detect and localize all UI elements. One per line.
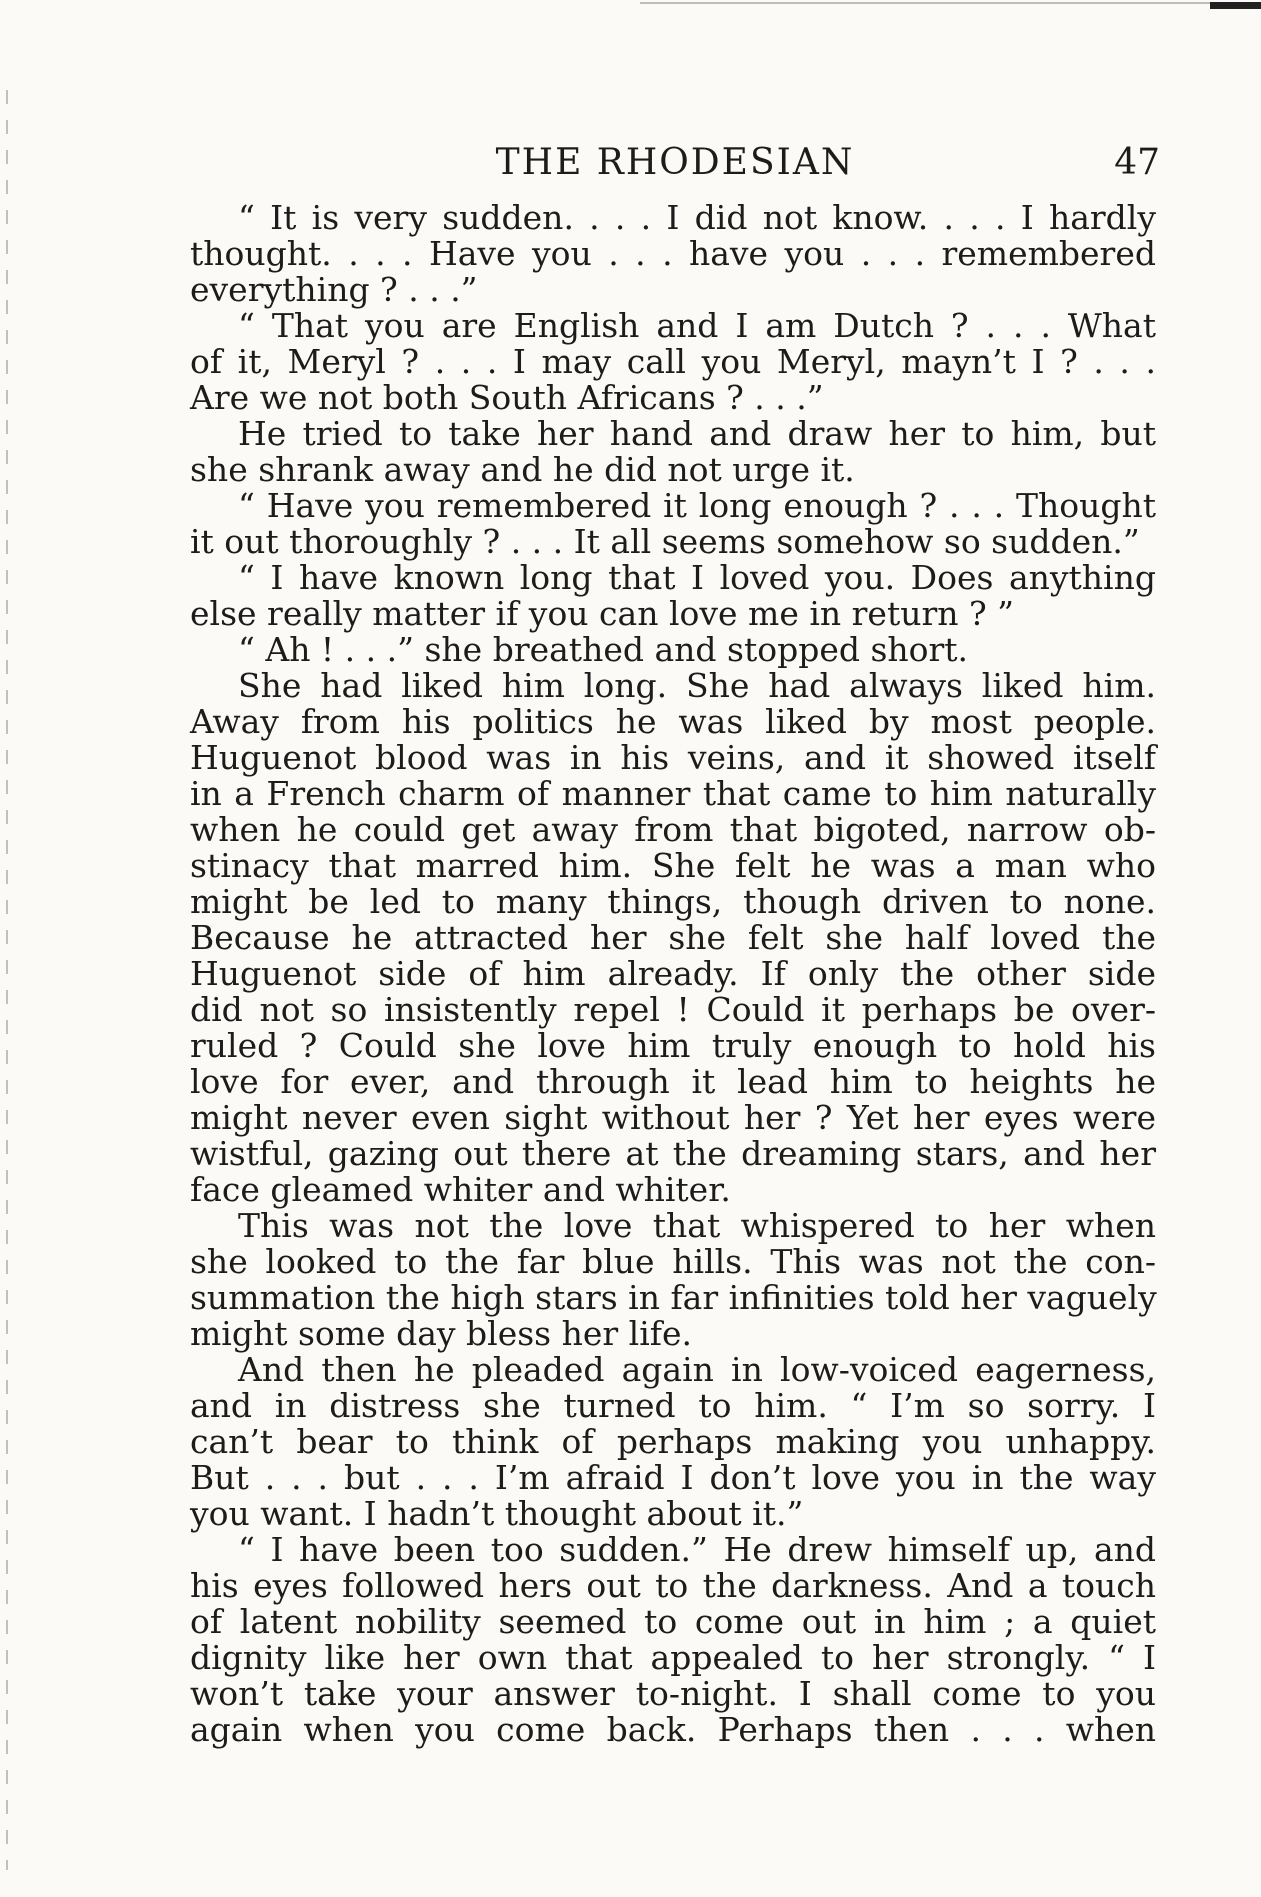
page-binding-edge xyxy=(6,90,8,1870)
text-line: ruled ? Could she love him truly enough to hold his xyxy=(190,1026,1156,1065)
text-line: might some day bless her life. xyxy=(190,1314,692,1353)
top-edge-mark xyxy=(1210,2,1261,9)
text-line: Are we not both South Africans ? . . .” xyxy=(190,378,824,417)
text-line: Because he attracted her she felt she half loved the xyxy=(190,918,1156,957)
page-number: 47 xyxy=(1114,142,1160,183)
text-line: when he could get away from that bigoted, narrow ob- xyxy=(190,810,1156,849)
text-line: she looked to the far blue hills. This was not the con- xyxy=(190,1242,1156,1281)
text-line: “ It is very sudden. . . . I did not know. . . . I hardly xyxy=(238,198,1156,237)
text-line: might never even sight without her ? Yet her eyes were xyxy=(190,1098,1156,1137)
text-line: He tried to take her hand and draw her to him, but xyxy=(238,414,1156,453)
text-line: But . . . but . . . I’m afraid I don’t love you in the way xyxy=(190,1458,1156,1497)
text-line: wistful, gazing out there at the dreaming stars, and her xyxy=(190,1134,1156,1173)
text-line: it out thoroughly ? . . . It all seems somehow so sudden.” xyxy=(190,522,1140,561)
text-line: “ I have known long that I loved you. Does anything xyxy=(238,558,1156,597)
text-line: She had liked him long. She had always liked him. xyxy=(238,666,1156,705)
text-line: might be led to many things, though driven to none. xyxy=(190,882,1156,921)
text-line: Huguenot blood was in his veins, and it showed itself xyxy=(190,738,1156,777)
text-line: summation the high stars in far infinities told her vaguely xyxy=(190,1278,1157,1317)
text-line: of it, Meryl ? . . . I may call you Meryl, mayn’t I ? . . . xyxy=(190,342,1156,381)
text-line: in a French charm of manner that came to him naturally xyxy=(190,774,1156,813)
text-line: did not so insistently repel ! Could it perhaps be over- xyxy=(190,990,1156,1029)
text-line: “ I have been too sudden.” He drew himself up, and xyxy=(238,1530,1156,1569)
text-line: This was not the love that whispered to her when xyxy=(238,1206,1156,1245)
text-line: thought. . . . Have you . . . have you . . . remembered xyxy=(190,234,1156,273)
text-line: won’t take your answer to-night. I shall come to you xyxy=(190,1674,1156,1713)
text-line: of latent nobility seemed to come out in him ; a quiet xyxy=(190,1602,1156,1641)
text-line: Away from his politics he was liked by most people. xyxy=(190,702,1156,741)
text-line: “ Have you remembered it long enough ? . . . Thought xyxy=(238,486,1156,525)
text-line: can’t bear to think of perhaps making you unhappy. xyxy=(190,1422,1156,1461)
text-line: face gleamed whiter and whiter. xyxy=(190,1170,731,1209)
page-header xyxy=(190,138,1160,188)
text-line: “ Ah ! . . .” she breathed and stopped short. xyxy=(238,630,969,669)
text-line: “ That you are English and I am Dutch ? . . . What xyxy=(238,306,1156,345)
text-line: And then he pleaded again in low-voiced eagerness, xyxy=(238,1350,1156,1389)
text-line: his eyes followed hers out to the darkness. And a touch xyxy=(190,1566,1156,1605)
body-text xyxy=(190,200,1156,1748)
text-line: love for ever, and through it lead him to heights he xyxy=(190,1062,1156,1101)
text-line: you want. I hadn’t thought about it.” xyxy=(190,1494,804,1533)
text-line: Huguenot side of him already. If only the other side xyxy=(190,954,1156,993)
text-line: she shrank away and he did not urge it. xyxy=(190,450,855,489)
text-line: again when you come back. Perhaps then . . . when xyxy=(190,1710,1156,1749)
text-line: else really matter if you can love me in return ? ” xyxy=(190,594,1015,633)
text-line: and in distress she turned to him. “ I’m so sorry. I xyxy=(190,1386,1156,1425)
top-edge-rule xyxy=(640,2,1210,4)
text-line: dignity like her own that appealed to her strongly. “ I xyxy=(190,1638,1156,1677)
text-line: stinacy that marred him. She felt he was a man who xyxy=(190,846,1156,885)
text-line: everything ? . . .” xyxy=(190,270,478,309)
running-title: THE RHODESIAN xyxy=(495,142,855,183)
